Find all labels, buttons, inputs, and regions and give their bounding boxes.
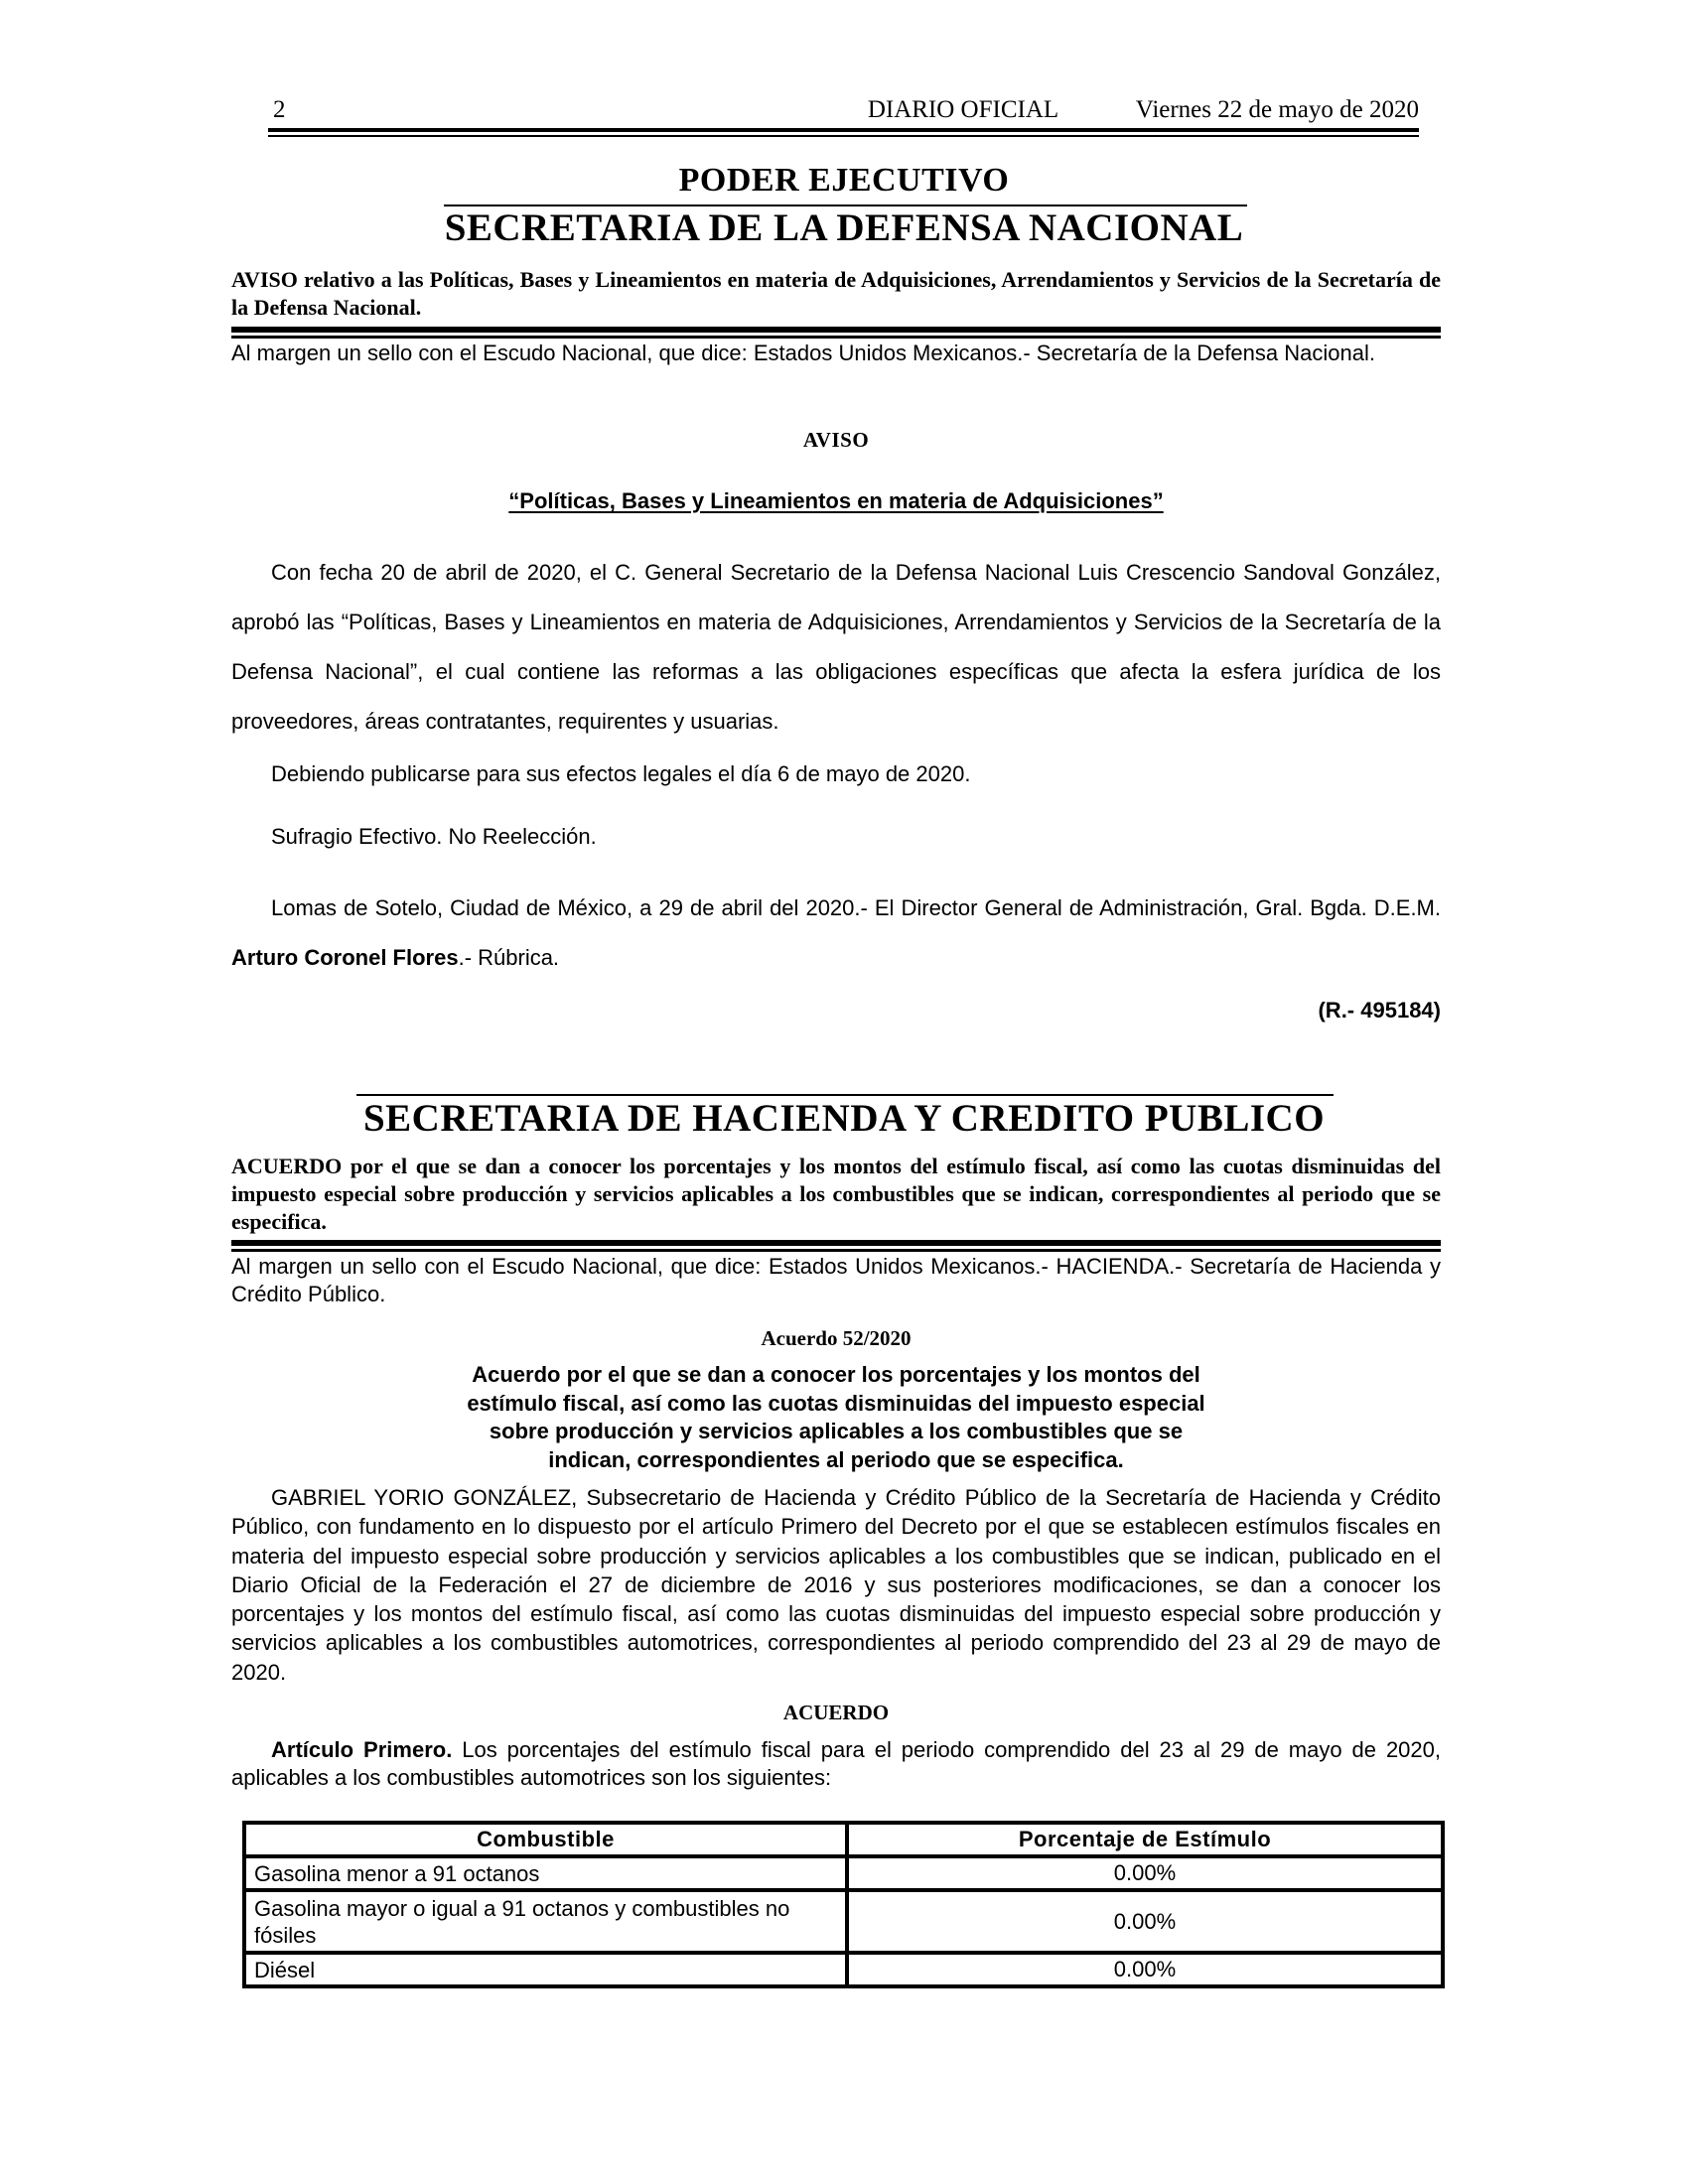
percentage-cell: 0.00% xyxy=(847,1953,1443,1986)
publication-name: DIARIO OFICIAL xyxy=(867,96,1059,123)
aviso-paragraph-3: Sufragio Efectivo. No Reelección. xyxy=(271,824,597,849)
document-title-lead: AVISO xyxy=(231,267,298,292)
seal-note: Al margen un sello con el Escudo Nacional, que dice: Estados Unidos Mexicanos.- HACIENDA.- Secretaría de Hacienda y Crédito Público. xyxy=(231,1254,1441,1306)
signatory-name: Arturo Coronel Flores xyxy=(231,945,459,970)
document-rule xyxy=(231,327,1441,339)
department-title-defensa: SECRETARIA DE LA DEFENSA NACIONAL xyxy=(444,206,1244,249)
signature-text: Lomas de Sotelo, Ciudad de México, a 29 de abril del 2020.- El Director General de Administración, Gral. Bgda. D.E.M. xyxy=(271,895,1441,920)
column-header-fuel: Combustible xyxy=(244,1823,847,1856)
aviso-paragraph-2: Debiendo publicarse para sus efectos legales el día 6 de mayo de 2020. xyxy=(271,761,971,786)
document-rule xyxy=(231,1240,1441,1252)
fuel-cell: Gasolina mayor o igual a 91 octanos y combustibles no fósiles xyxy=(244,1890,847,1953)
fuel-cell: Diésel xyxy=(244,1953,847,1986)
stimulus-table xyxy=(242,1821,1445,1988)
publication-reference: (R.- 495184) xyxy=(1318,998,1441,1023)
agreement-preamble: GABRIEL YORIO GONZÁLEZ, Subsecretario de Hacienda y Crédito Público de la Secretaría de Hacienda y Crédito Público, con fundamento en lo dispuesto por el artículo Primero del Decreto por el que se establecen estímulos fiscales en materia del impuesto especial sobre producción y servicios aplicables a los combustibles que se indican, publicado en el Diario Oficial de la Federación el 27 de diciembre de 2016 y sus posteriores modificaciones, se dan a conocer los porcentajes y los montos del estímulo fiscal, así como las cuotas disminuidas del impuesto especial sobre producción y servicios aplicables a los combustibles automotrices, correspondientes al periodo comprendido del 23 al 29 de mayo de 2020. xyxy=(231,1485,1441,1685)
percentage-cell: 0.00% xyxy=(847,1856,1443,1890)
aviso-heading: AVISO xyxy=(802,428,870,452)
signature-suffix: .- Rúbrica. xyxy=(458,945,560,970)
department-title-hacienda: SECRETARIA DE HACIENDA Y CREDITO PUBLICO xyxy=(362,1097,1326,1140)
document-title-lead: ACUERDO xyxy=(231,1154,343,1178)
agreement-title-line: Acuerdo por el que se dan a conocer los porcentajes y los montos del xyxy=(472,1362,1200,1387)
section-rule xyxy=(356,1094,1334,1096)
aviso-paragraph-1: Con fecha 20 de abril de 2020, el C. General Secretario de la Defensa Nacional Luis Crescencio Sandoval González, aprobó las “Políticas, Bases y Lineamientos en materia de Adquisiciones, Arrendamientos y Servicios de la Secretaría de la Defensa Nacional”, el cual contiene las reformas a las obligaciones específicas que afecta la esfera jurídica de los proveedores, áreas contratantes, requirentes y usuarias. xyxy=(231,560,1441,734)
branch-title: PODER EJECUTIVO xyxy=(678,162,1010,199)
aviso-subheading: “Políticas, Bases y Lineamientos en materia de Adquisiciones” xyxy=(508,488,1164,513)
agreement-title-line: indican, correspondientes al periodo que se especifica. xyxy=(548,1446,1124,1472)
article-first xyxy=(231,1736,1441,1791)
agreement-title-line: sobre producción y servicios aplicables a los combustibles que se xyxy=(489,1419,1184,1443)
column-header-percentage: Porcentaje de Estímulo xyxy=(847,1823,1443,1856)
publication-date: Viernes 22 de mayo de 2020 xyxy=(1135,96,1419,123)
percentage-cell: 0.00% xyxy=(847,1890,1443,1953)
table-row xyxy=(244,1890,1443,1953)
header-rule xyxy=(268,128,1419,137)
seal-note: Al margen un sello con el Escudo Nacional, que dice: Estados Unidos Mexicanos.- Secretaría de la Defensa Nacional. xyxy=(231,341,1375,365)
article-label: Artículo Primero. xyxy=(271,1737,453,1762)
document-title-acuerdo xyxy=(231,1153,1441,1236)
document-title-text: relativo a las Políticas, Bases y Lineamientos en materia de Adquisiciones, Arrendamientos y Servicios de la Secretaría de la Defensa Nacional. xyxy=(231,267,1441,320)
agreement-title xyxy=(231,1361,1441,1474)
agreement-number: Acuerdo 52/2020 xyxy=(761,1326,912,1350)
table-row xyxy=(244,1856,1443,1890)
fuel-cell: Gasolina menor a 91 octanos xyxy=(244,1856,847,1890)
table-row xyxy=(244,1953,1443,1986)
page-number: 2 xyxy=(273,96,286,123)
article-text: Los porcentajes del estímulo fiscal para el periodo comprendido del 23 al 29 de mayo de 2020, aplicables a los combustibles automotrices son los siguientes: xyxy=(231,1737,1441,1790)
acuerdo-heading: ACUERDO xyxy=(782,1701,890,1724)
table-header-row xyxy=(244,1823,1443,1856)
document-title-text: por el que se dan a conocer los porcentajes y los montos del estímulo fiscal, así como las cuotas disminuidas del impuesto especial sobre producción y servicios aplicables a los combustibles que se indican, correspondientes al periodo que se especifica. xyxy=(231,1154,1441,1234)
agreement-title-line: estímulo fiscal, así como las cuotas disminuidas del impuesto especial xyxy=(467,1390,1205,1416)
aviso-signature xyxy=(231,884,1441,983)
document-title-aviso xyxy=(231,266,1441,322)
